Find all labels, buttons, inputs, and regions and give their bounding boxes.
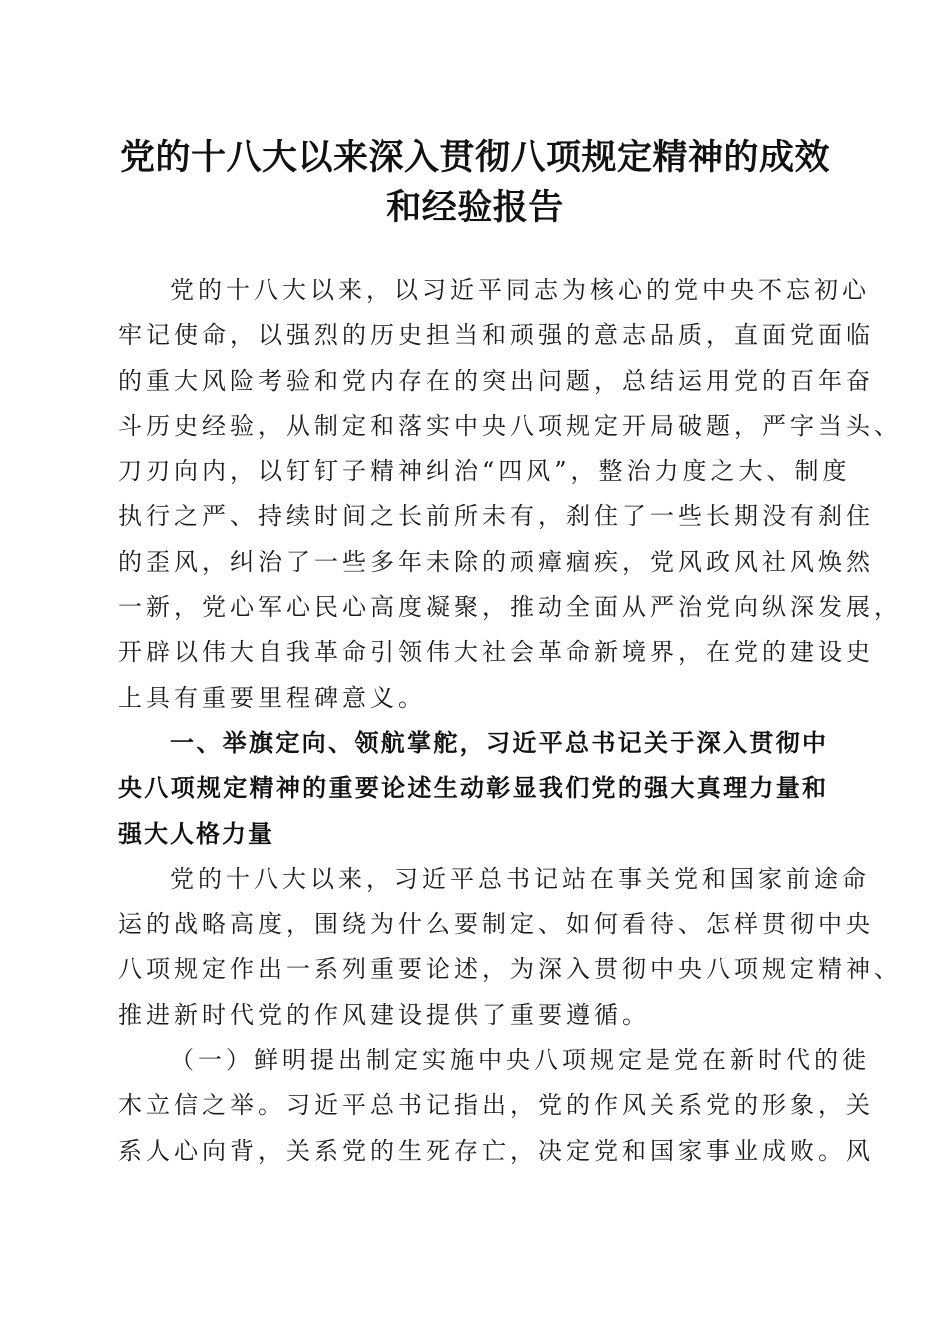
heading-line: 一、举旗定向、领航掌舵，习近平总书记关于深入贯彻中 (170, 728, 828, 757)
text-line: 党的十八大以来，以习近平同志为核心的党中央不忘初心 (170, 276, 870, 304)
text-line: 的重大风险考验和党内存在的突出问题，总结运用党的百年奋 (118, 366, 874, 395)
text-line: 一新，党心军心民心高度凝聚，推动全面从严治党向纵深发展， (118, 593, 902, 622)
title-line-1: 党的十八大以来深入贯彻八项规定精神的成效 (119, 137, 830, 178)
intro-paragraph (118, 268, 902, 721)
text-line: 执行之严、持续时间之长前所未有，刹住了一些长期没有刹住 (118, 502, 874, 531)
section-1-heading (118, 721, 828, 857)
text-line: 推进新时代党的作风建设提供了重要遵循。 (118, 1000, 650, 1029)
text-line: 开辟以伟大自我革命引领伟大社会革命新境界，在党的建设史 (118, 638, 874, 667)
text-line: 的歪风，纠治了一些多年未除的顽瘴痼疾，党风政风社风焕然 (118, 547, 874, 576)
section-1-paragraph (118, 857, 902, 1038)
document-title (100, 133, 850, 233)
text-line: 木立信之举。习近平总书记指出，党的作风关系党的形象，关 (118, 1091, 874, 1120)
subsection-1-paragraph (118, 1038, 874, 1174)
text-line: 党的十八大以来，习近平总书记站在事关党和国家前途命 (170, 864, 870, 893)
heading-line: 强大人格力量 (118, 819, 274, 848)
text-line: （一）鲜明提出制定实施中央八项规定是党在新时代的徙 (170, 1046, 870, 1075)
text-line: 斗历史经验，从制定和落实中央八项规定开局破题，严字当头、 (118, 411, 902, 440)
title-line-2: 和经验报告 (386, 187, 564, 228)
text-line: 牢记使命，以强烈的历史担当和顽强的意志品质，直面党面临 (118, 321, 874, 350)
text-line: 上具有重要里程碑意义。 (118, 683, 426, 712)
document-body (118, 268, 902, 1174)
text-line: 系人心向背，关系党的生死存亡，决定党和国家事业成败。风 (118, 1136, 874, 1165)
text-line: 刀刃向内，以钉钉子精神纠治“四风”，整治力度之大、制度 (118, 457, 851, 486)
heading-line: 央八项规定精神的重要论述生动彰显我们党的强大真理力量和 (118, 774, 828, 803)
text-line: 八项规定作出一系列重要论述，为深入贯彻中央八项规定精神、 (118, 955, 902, 984)
text-line: 运的战略高度，围绕为什么要制定、如何看待、怎样贯彻中央 (118, 910, 874, 939)
